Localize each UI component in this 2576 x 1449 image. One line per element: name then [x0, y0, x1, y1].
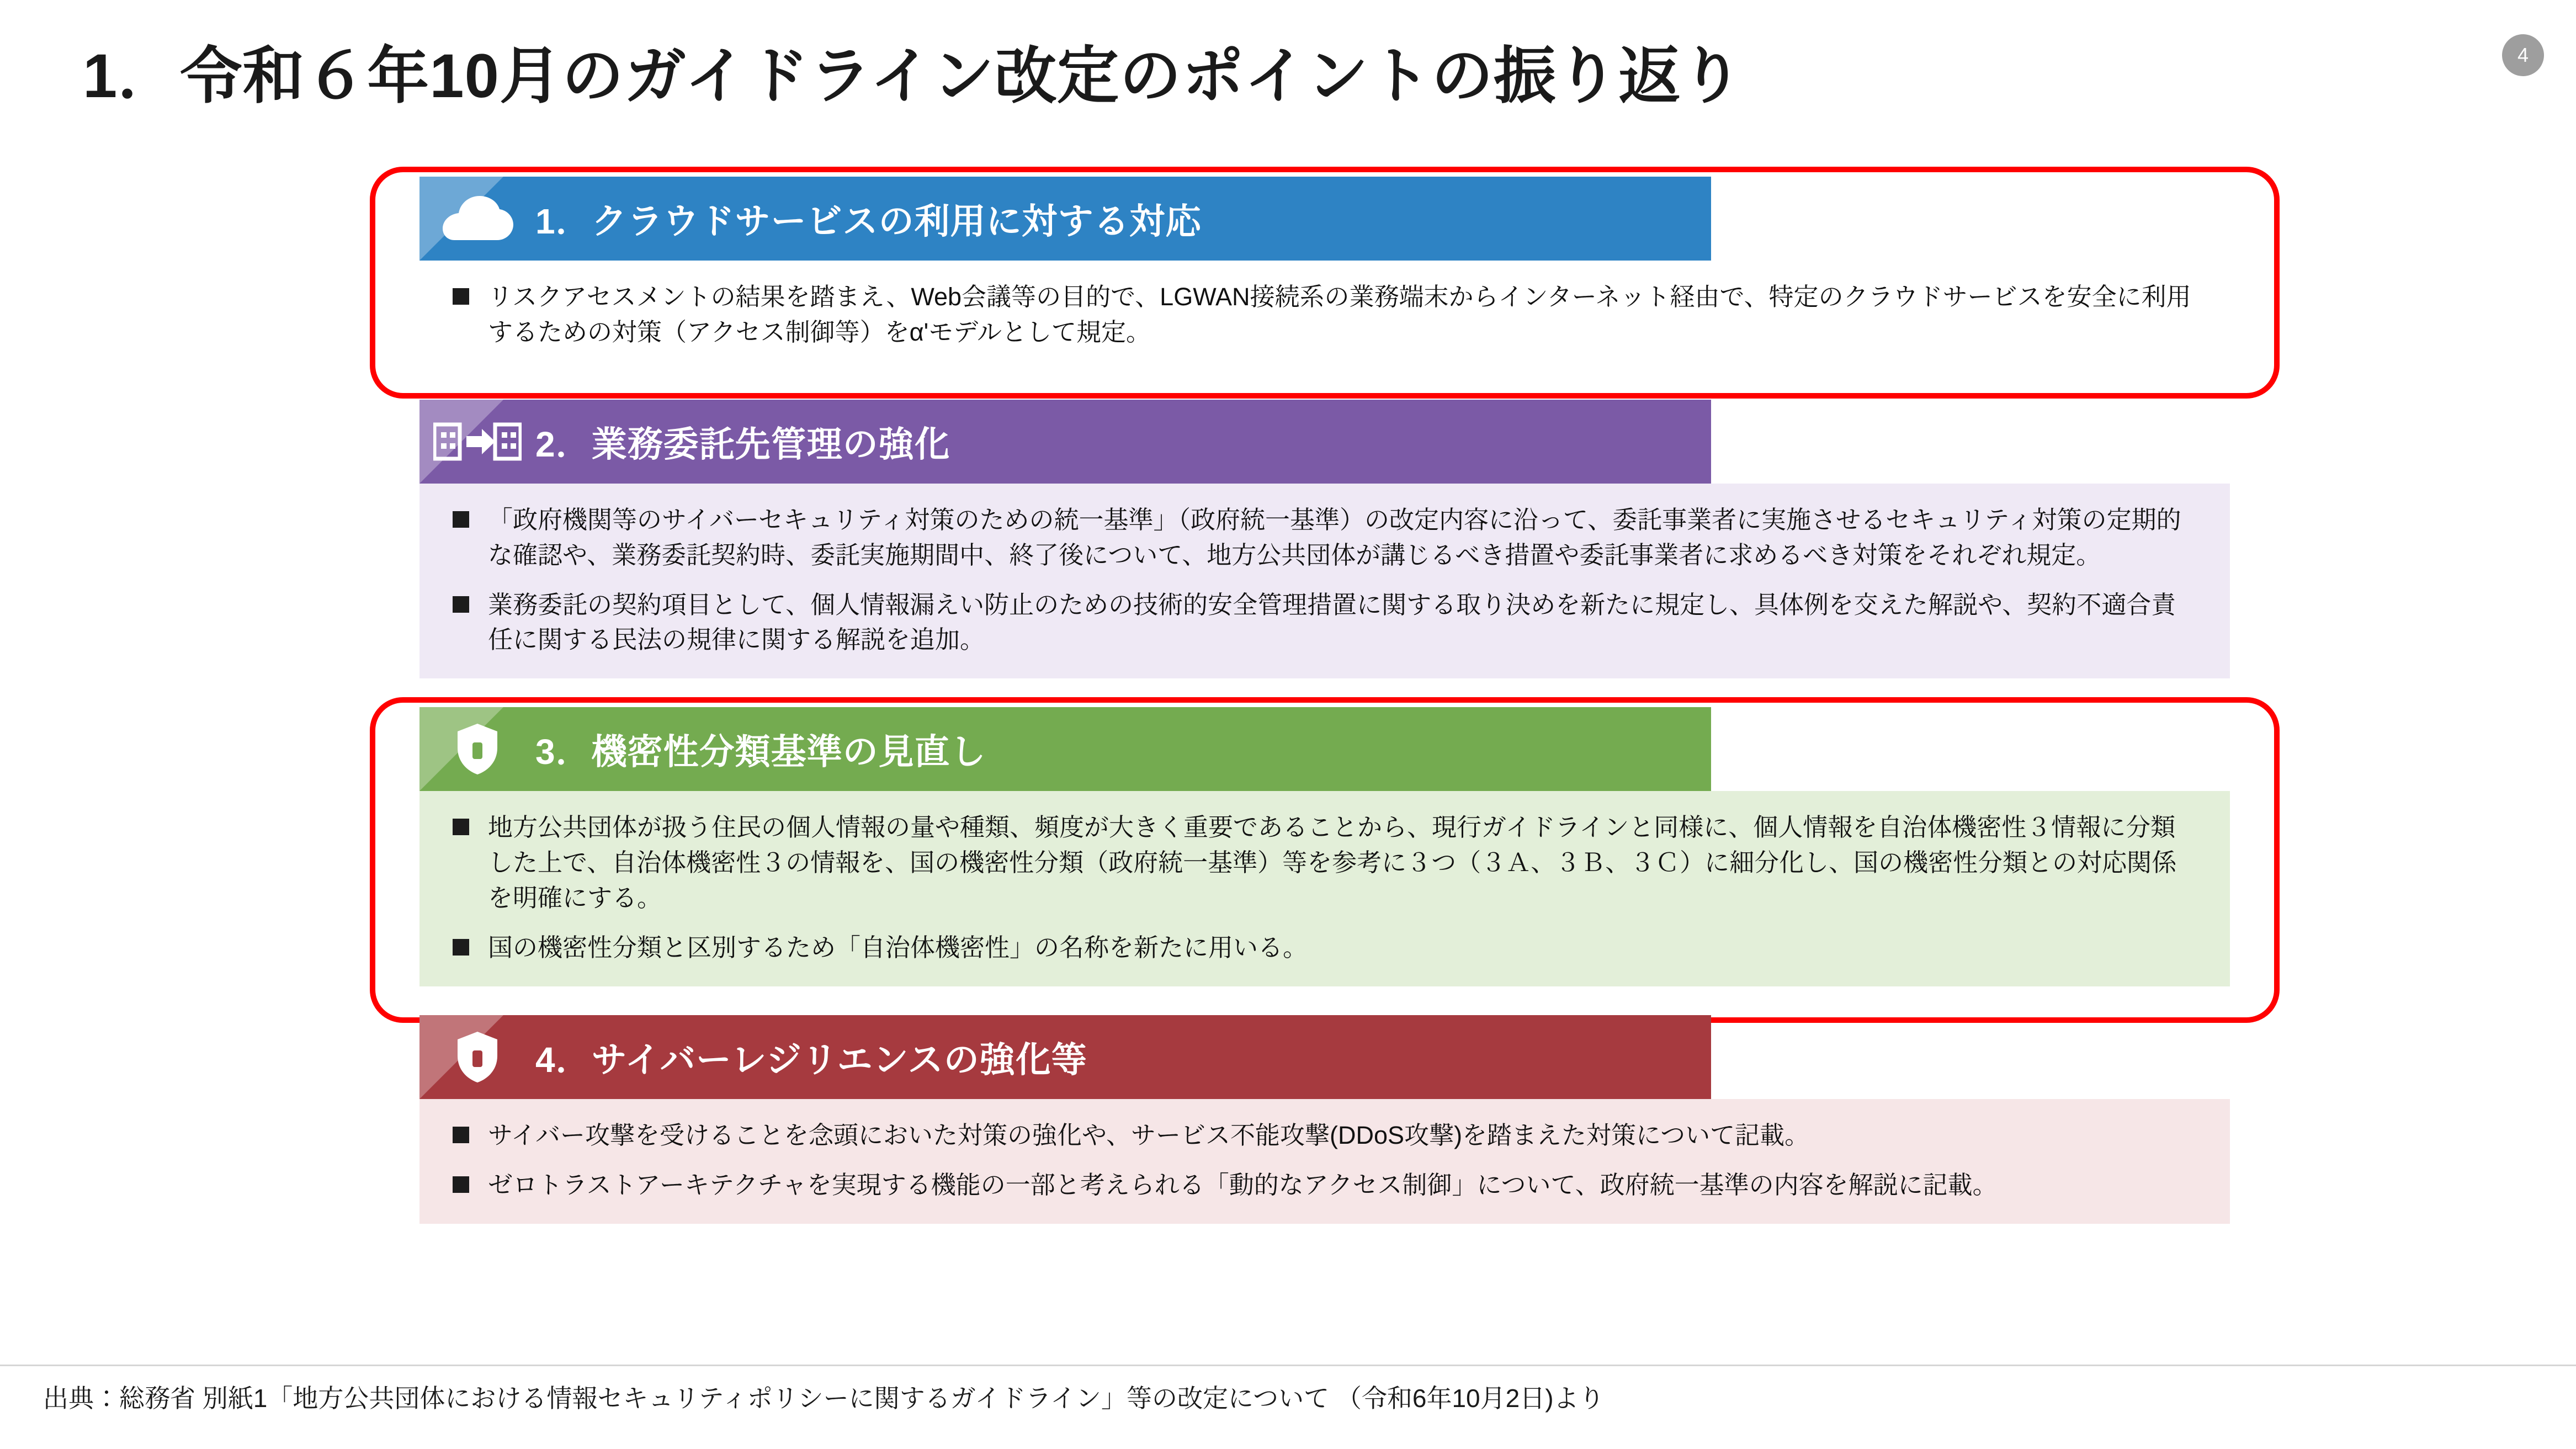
section-title-3: 3．機密性分類基準の見直し: [535, 732, 986, 772]
section-title-2: 2．業務委託先管理の強化: [535, 424, 950, 464]
list-item: [453, 502, 2197, 573]
bullet-square-icon: [453, 1176, 469, 1193]
section-header-2: [419, 400, 1711, 484]
list-item: [453, 810, 2197, 916]
section-body-3: [419, 791, 2230, 986]
section-body-4: [419, 1099, 2230, 1224]
shield-icon: [419, 723, 535, 776]
list-item: [453, 1118, 2197, 1153]
bullet-text: サイバー攻撃を受けることを念頭においた対策の強化や、サービス不能攻撃(DDoS攻撃)を踏まえた対策について記載。: [488, 1121, 1810, 1149]
list-item: [453, 930, 2197, 965]
bullet-text: ゼロトラストアーキテクチャを実現する機能の一部と考えられる「動的なアクセス制御」について、政府統一基準の内容を解説に記載。: [488, 1170, 1998, 1199]
list-item: [453, 587, 2197, 658]
section-header-1: [419, 177, 1711, 261]
section-outsourcing-management: [419, 400, 2230, 679]
source-note: 出典：総務省 別紙1「地方公共団体における情報セキュリティポリシーに関するガイドライン」等の改定について （令和6年10月2日)より: [43, 1384, 1605, 1413]
section-header-4: [419, 1015, 1711, 1099]
section-cyber-resilience: [419, 1015, 2230, 1224]
section-cloud-service: [419, 177, 2230, 371]
section-body-2: [419, 484, 2230, 679]
section-body-1: [419, 261, 2230, 371]
list-item: [453, 1167, 2197, 1203]
bullet-text: リスクアセスメントの結果を踏まえ、Web会議等の目的で、LGWAN接続系の業務端末からインターネット経由で、特定のクラウドサービスを安全に利用するための対策（アクセス制御等）をα'モデルとして規定。: [488, 283, 2191, 346]
bullet-square-icon: [453, 939, 469, 956]
cloud-icon: [419, 195, 535, 242]
bullet-text: 「政府機関等のサイバーセキュリティ対策のための統一基準」（政府統一基準）の改定内容に沿って、委託事業者に実施させるセキュリティ対策の定期的な確認や、業務委託契約時、委託実施期間中、終了後について、地方公共団体が講じるべき措置や委託事業者に求めるべき対策をそれぞれ規定。: [488, 505, 2181, 569]
page-number-badge: 4: [2502, 34, 2544, 76]
section-title-4: 4．サイバーレジリエンスの強化等: [535, 1039, 1087, 1080]
sections-container: [419, 177, 2230, 1224]
bullet-text: 地方公共団体が扱う住民の個人情報の量や種類、頻度が大きく重要であることから、現行ガイドラインと同様に、個人情報を自治体機密性３情報に分類した上で、自治体機密性３の情報を、国の機密性分類（政府統一基準）等を参考に３つ（３Ａ、３Ｂ、３Ｃ）に細分化し、国の機密性分類との対応関係を明確にする。: [488, 813, 2177, 912]
bullet-square-icon: [453, 819, 469, 835]
page-title: 1．令和６年10月のガイドライン改定のポイントの振り返り: [83, 41, 1744, 110]
bullet-square-icon: [453, 596, 469, 613]
bullet-square-icon: [453, 1127, 469, 1143]
building-transfer-icon: [419, 418, 535, 465]
footer-divider: [0, 1365, 2576, 1366]
bullet-square-icon: [453, 288, 469, 305]
section-header-3: [419, 707, 1711, 791]
bullet-text: 国の機密性分類と区別するため「自治体機密性」の名称を新たに用いる。: [488, 933, 1308, 962]
section-title-1: 1．クラウドサービスの利用に対する対応: [535, 201, 1202, 241]
bullet-text: 業務委託の契約項目として、個人情報漏えい防止のための技術的安全管理措置に関する取り決めを新たに規定し、具体例を交えた解説や、契約不適合責任に関する民法の規律に関する解説を追加。: [488, 590, 2176, 654]
list-item: [453, 279, 2197, 350]
shield-icon: [419, 1031, 535, 1084]
section-confidentiality-classification: [419, 707, 2230, 986]
bullet-square-icon: [453, 511, 469, 528]
